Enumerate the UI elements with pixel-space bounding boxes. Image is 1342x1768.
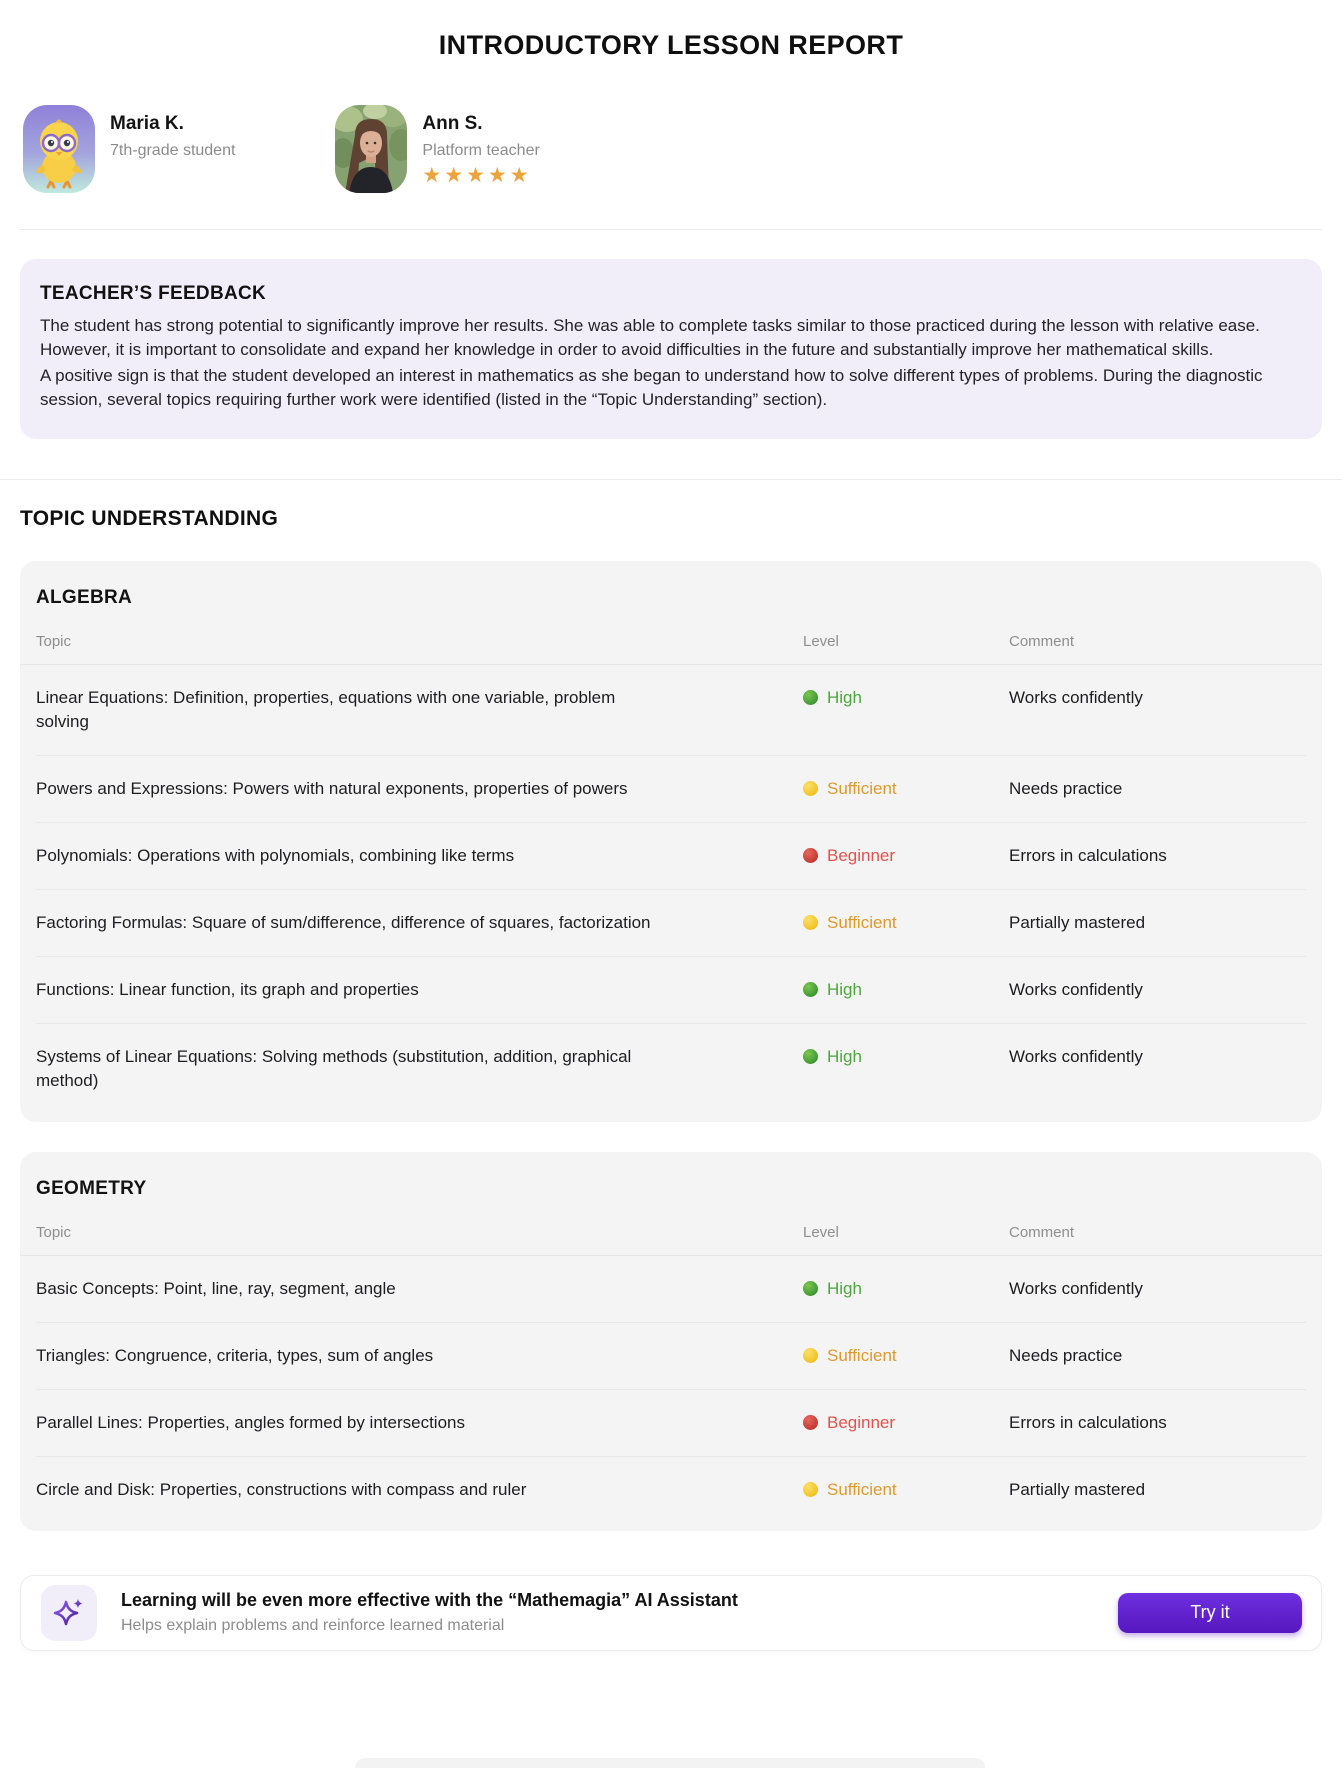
table-header bbox=[20, 609, 1322, 665]
comment-cell: Works confidently bbox=[1009, 979, 1143, 999]
table-row bbox=[36, 1023, 1306, 1114]
table-rows bbox=[36, 665, 1306, 1114]
try-it-button[interactable]: Try it bbox=[1118, 1593, 1302, 1633]
level-dot-icon bbox=[803, 781, 818, 796]
column-header-topic: Topic bbox=[36, 1223, 72, 1241]
topic-cards bbox=[0, 561, 1342, 1531]
table-row bbox=[36, 1389, 1306, 1456]
level-dot-icon bbox=[803, 690, 818, 705]
feedback-paragraph: A positive sign is that the student developed an interest in mathematics as she began to understand how to solve different types of problems. During the diagnostic session, several topics requiring further work were identified (listed in the “Topic Understanding” section). bbox=[40, 366, 1263, 410]
column-header-level: Level bbox=[803, 632, 839, 650]
column-header-comment: Comment bbox=[1009, 632, 1075, 650]
topic-cell: Parallel Lines: Properties, angles formed by intersections bbox=[36, 1412, 465, 1432]
table-row bbox=[36, 822, 1306, 889]
banner-title: Learning will be even more effective with the “Mathemagia” AI Assistant bbox=[121, 1590, 738, 1610]
table-row bbox=[36, 889, 1306, 956]
topic-cell: Linear Equations: Definition, properties, equations with one variable, problem solving bbox=[36, 687, 616, 731]
topic-cell: Functions: Linear function, its graph and properties bbox=[36, 979, 419, 999]
teacher-role: Platform teacher bbox=[422, 142, 540, 159]
sparkle-icon bbox=[41, 1585, 97, 1641]
level-dot-icon bbox=[803, 982, 818, 997]
section-title: GEOMETRY bbox=[36, 1177, 147, 1199]
comment-cell: Needs practice bbox=[1009, 778, 1123, 798]
level-dot-icon bbox=[803, 915, 818, 930]
topic-cell: Circle and Disk: Properties, constructions with compass and ruler bbox=[36, 1479, 527, 1499]
student-name: Maria K. bbox=[110, 113, 184, 134]
level-cell bbox=[803, 1045, 1009, 1069]
level-label: Beginner bbox=[827, 845, 896, 865]
topic-cell: Systems of Linear Equations: Solving methods (substitution, addition, graphical method) bbox=[36, 1046, 632, 1090]
teacher-avatar bbox=[335, 105, 407, 193]
topic-cell: Basic Concepts: Point, line, ray, segment, angle bbox=[36, 1278, 396, 1298]
teacher-profile bbox=[335, 105, 539, 193]
section-divider bbox=[0, 479, 1342, 480]
level-dot-icon bbox=[803, 1415, 818, 1430]
level-cell bbox=[803, 844, 1009, 868]
column-header-level: Level bbox=[803, 1223, 839, 1241]
comment-cell: Partially mastered bbox=[1009, 912, 1146, 932]
comment-cell: Errors in calculations bbox=[1009, 845, 1167, 865]
comment-cell: Works confidently bbox=[1009, 1046, 1143, 1066]
topic-cell: Triangles: Congruence, criteria, types, sum of angles bbox=[36, 1345, 434, 1365]
comment-cell: Needs practice bbox=[1009, 1345, 1123, 1365]
page-title: INTRODUCTORY LESSON REPORT bbox=[438, 30, 904, 60]
table-row bbox=[36, 1456, 1306, 1523]
level-cell bbox=[803, 686, 1009, 710]
level-cell bbox=[803, 911, 1009, 935]
level-cell bbox=[803, 1411, 1009, 1435]
level-label: Sufficient bbox=[827, 778, 897, 798]
comment-cell: Works confidently bbox=[1009, 1278, 1143, 1298]
topic-card-geometry bbox=[20, 1152, 1322, 1531]
topic-cell: Powers and Expressions: Powers with natural exponents, properties of powers bbox=[36, 778, 628, 798]
level-cell bbox=[803, 978, 1009, 1002]
teacher-photo-illustration bbox=[335, 105, 407, 193]
level-dot-icon bbox=[803, 848, 818, 863]
student-profile bbox=[23, 105, 235, 193]
comment-cell: Partially mastered bbox=[1009, 1479, 1146, 1499]
comment-cell: Errors in calculations bbox=[1009, 1412, 1167, 1432]
chick-avatar-illustration bbox=[23, 105, 95, 193]
table-rows bbox=[36, 1256, 1306, 1523]
table-row bbox=[36, 1322, 1306, 1389]
column-header-topic: Topic bbox=[36, 632, 72, 650]
level-cell bbox=[803, 1277, 1009, 1301]
student-role: 7th-grade student bbox=[110, 142, 236, 159]
level-label: High bbox=[827, 979, 862, 999]
banner-subtitle: Helps explain problems and reinforce learned material bbox=[121, 1617, 505, 1634]
student-avatar bbox=[23, 105, 95, 193]
feedback-heading: TEACHER’S FEEDBACK bbox=[40, 283, 267, 304]
column-header-comment: Comment bbox=[1009, 1223, 1075, 1241]
level-label: High bbox=[827, 1278, 862, 1298]
level-cell bbox=[803, 1344, 1009, 1368]
table-row bbox=[36, 956, 1306, 1023]
rating-stars-icon: ★★★★★ bbox=[422, 164, 532, 187]
topic-understanding-heading: TOPIC UNDERSTANDING bbox=[20, 506, 279, 530]
level-cell bbox=[803, 777, 1009, 801]
level-cell bbox=[803, 1478, 1009, 1502]
level-dot-icon bbox=[803, 1281, 818, 1296]
level-label: Sufficient bbox=[827, 1345, 897, 1365]
table-row bbox=[36, 755, 1306, 822]
comment-cell: Works confidently bbox=[1009, 687, 1143, 707]
feedback-paragraph: The student has strong potential to significantly improve her results. She was able to complete tasks similar to those practiced during the lesson with relative ease. However, it is important to consolidate and expand her knowledge in order to avoid difficulties in the future and substantially improve her mathematical skills. bbox=[40, 316, 1260, 360]
table-row bbox=[36, 665, 1306, 755]
teacher-name: Ann S. bbox=[422, 113, 483, 134]
profiles-row bbox=[23, 105, 1322, 193]
teacher-feedback-panel bbox=[20, 259, 1322, 439]
level-label: High bbox=[827, 687, 862, 707]
level-label: High bbox=[827, 1046, 862, 1066]
section-title: ALGEBRA bbox=[36, 586, 133, 608]
level-dot-icon bbox=[803, 1348, 818, 1363]
table-row bbox=[36, 1256, 1306, 1322]
level-label: Sufficient bbox=[827, 1479, 897, 1499]
next-page-peek bbox=[355, 1758, 985, 1768]
topic-card-algebra bbox=[20, 561, 1322, 1122]
level-label: Beginner bbox=[827, 1412, 896, 1432]
level-dot-icon bbox=[803, 1049, 818, 1064]
level-label: Sufficient bbox=[827, 912, 897, 932]
topic-cell: Polynomials: Operations with polynomials, combining like terms bbox=[36, 845, 515, 865]
topic-cell: Factoring Formulas: Square of sum/difference, difference of squares, factorization bbox=[36, 912, 651, 932]
header-divider bbox=[20, 229, 1322, 230]
level-dot-icon bbox=[803, 1482, 818, 1497]
ai-assistant-banner bbox=[20, 1575, 1322, 1651]
table-header bbox=[20, 1200, 1322, 1256]
